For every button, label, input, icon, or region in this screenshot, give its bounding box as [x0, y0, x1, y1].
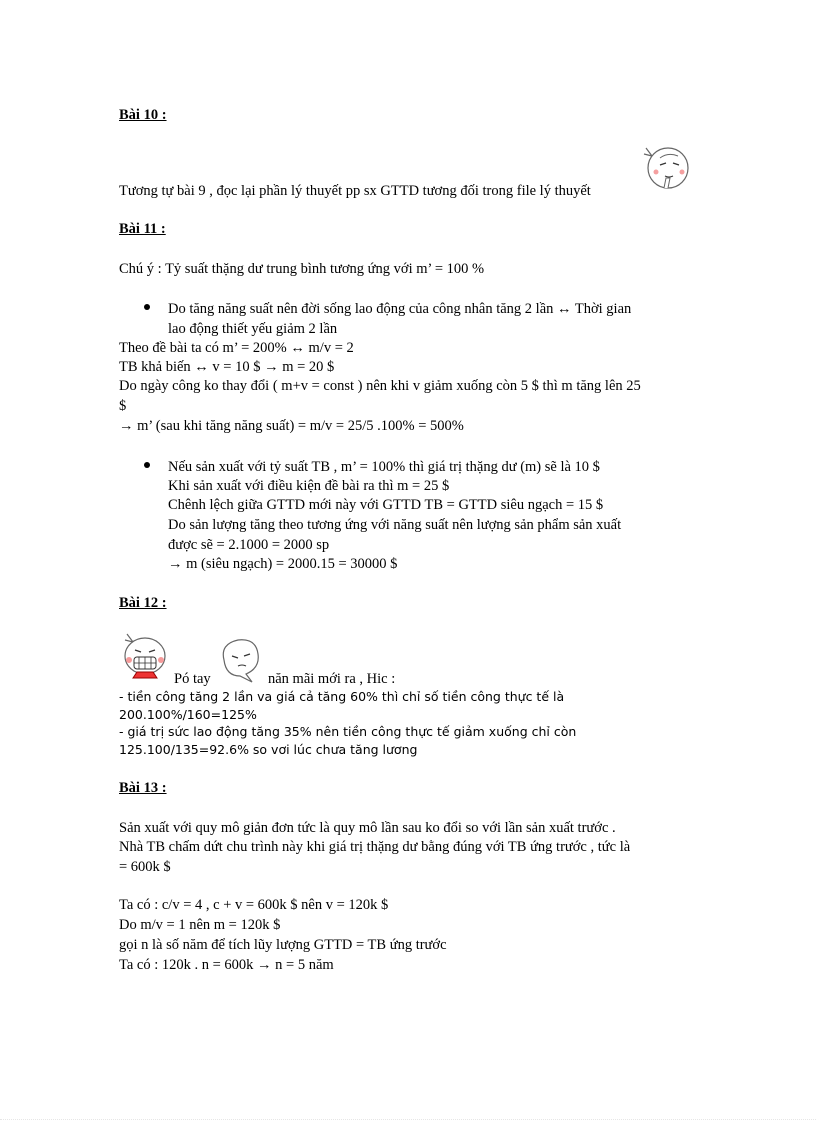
- bai-12-line: - giá trị sức lao động tăng 35% nên tiền công thực tế giảm xuống chỉ còn: [119, 724, 577, 739]
- bai-11-bullet2-line: Chênh lệch giữa GTTD mới này với GTTD TB = GTTD siêu ngạch = 15 $: [168, 497, 604, 513]
- bullet-dot: [144, 304, 150, 310]
- bai-11-bullet2-line: Nếu sản xuất với tỷ suất TB , m’ = 100% thì giá trị thặng dư (m) sẽ là 10 $: [168, 459, 600, 475]
- bai-11-line: Do ngày công ko thay đổi ( m+v = const ) nên khi v giảm xuống còn 5 $ thì m tăng lên 25: [119, 378, 641, 394]
- bai-13-line: Ta có : 120k . n = 600k → n = 5 năm: [119, 957, 334, 973]
- heading-bai-12: Bài 12 :: [119, 595, 167, 611]
- bai-11-line: Theo đề bài ta có m’ = 200% ↔ m/v = 2: [119, 340, 354, 356]
- bai-13-line: Do m/v = 1 nên m = 120k $: [119, 917, 281, 933]
- bai-11-note: Chú ý : Tỷ suất thặng dư trung bình tương ứng với m’ = 100 %: [119, 261, 485, 277]
- bai-10-text: Tương tự bài 9 , đọc lại phần lý thuyết pp sx GTTD tương đối trong file lý thuyết: [119, 183, 591, 199]
- heading-bai-10: Bài 10 :: [119, 107, 167, 123]
- bai-13-line: gọi n là số năm để tích lũy lượng GTTD = TB ứng trước: [119, 937, 447, 953]
- bai-13-line: Ta có : c/v = 4 , c + v = 600k $ nên v = 120k $: [119, 897, 389, 913]
- bai-13-line: Nhà TB chấm dứt chu trình này khi giá trị thặng dư bằng đúng với TB ứng trước , tức là: [119, 839, 631, 855]
- bai-13-line: = 600k $: [119, 859, 171, 875]
- bai-12-text-2: năn mãi mới ra , Hic :: [268, 671, 396, 687]
- bai-12-line: - tiền công tăng 2 lần va giá cả tăng 60% thì chỉ số tiền công thực tế là: [119, 689, 565, 704]
- laughing-emoticon-icon: [119, 630, 171, 684]
- bai-11-bullet2-line: Do sản lượng tăng theo tương ứng với năng suất nên lượng sản phẩm sản xuất: [168, 517, 622, 533]
- page-bottom-rule: [0, 1119, 816, 1120]
- bai-11-bullet1-line1: Do tăng năng suất nên đời sống lao động của công nhân tăng 2 lần ↔ Thời gian: [168, 301, 632, 317]
- bai-11-line: $: [119, 398, 127, 414]
- bai-11-bullet2-line: được sẽ = 2.1000 = 2000 sp: [168, 537, 330, 553]
- thinking-emoticon-icon: [638, 140, 696, 198]
- bai-12-line: 200.100%/160=125%: [119, 707, 257, 722]
- bai-12-text-1: Pó tay: [174, 671, 211, 687]
- bai-11-bullet2-line: → m (siêu ngạch) = 2000.15 = 30000 $: [168, 556, 398, 572]
- heading-bai-13: Bài 13 :: [119, 780, 167, 796]
- bai-13-line: Sản xuất với quy mô giản đơn tức là quy mô lần sau ko đổi so với lần sản xuất trước .: [119, 820, 616, 836]
- bai-12-line: 125.100/135=92.6% so vơi lúc chưa tăng lương: [119, 742, 418, 757]
- bullet-dot: [144, 462, 150, 468]
- bai-11-line: TB khả biến ↔ v = 10 $ → m = 20 $: [119, 359, 335, 375]
- sighing-emoticon-icon: [216, 634, 266, 684]
- heading-bai-11: Bài 11 :: [119, 221, 166, 237]
- bai-11-bullet1-line2: lao động thiết yếu giảm 2 lần: [168, 321, 338, 337]
- bai-11-bullet2-line: Khi sản xuất với điều kiện đề bài ra thì m = 25 $: [168, 478, 450, 494]
- bai-11-line: → m’ (sau khi tăng năng suất) = m/v = 25/5 .100% = 500%: [119, 418, 464, 434]
